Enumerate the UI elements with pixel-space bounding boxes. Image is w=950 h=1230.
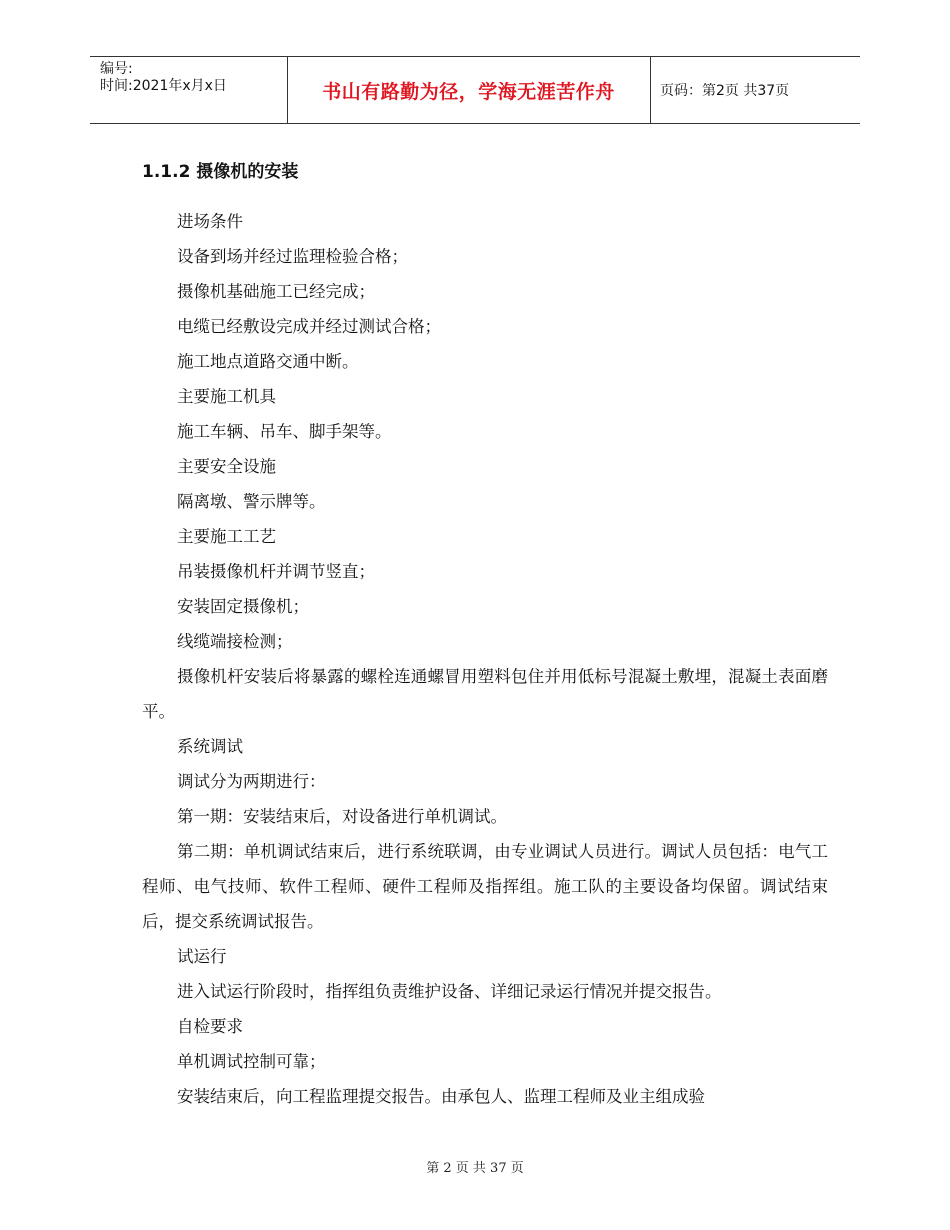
- paragraph: 线缆端接检测；: [177, 632, 293, 651]
- paragraph: 摄像机杆安装后将暴露的螺栓连通螺冒用塑料包住并用低标号混凝土敷埋，混凝土表面磨平。: [142, 667, 828, 721]
- paragraph: 主要安全设施: [177, 457, 276, 476]
- paragraph: 设备到场并经过监理检验合格；: [177, 247, 408, 266]
- paragraph: 第一期：安装结束后，对设备进行单机调试。: [177, 807, 507, 826]
- paragraph: 进场条件: [177, 212, 243, 231]
- paragraph: 主要施工机具: [177, 387, 276, 406]
- header-meta: [100, 61, 288, 95]
- paragraph: 施工车辆、吊车、脚手架等。: [177, 422, 392, 441]
- paragraph: 施工地点道路交通中断。: [177, 352, 359, 371]
- header-motto: 书山有路勤为径，学海无涯苦作舟: [322, 80, 615, 103]
- document-time-label: 时间:2021年x月x日: [100, 78, 227, 94]
- paragraph-list: [142, 204, 828, 1114]
- header-divider-right: [650, 57, 651, 123]
- paragraph: 自检要求: [177, 1017, 243, 1036]
- paragraph: 调试分为两期进行：: [177, 772, 326, 791]
- paragraph: 摄像机基础施工已经完成；: [177, 282, 375, 301]
- paragraph: 安装固定摄像机；: [177, 597, 309, 616]
- header-page-number: 页码：第2页 共37页: [660, 83, 790, 99]
- document-number-label: 编号:: [100, 61, 133, 77]
- paragraph: 系统调试: [177, 737, 243, 756]
- page-footer: 第 2 页 共 37 页: [426, 1161, 524, 1176]
- paragraph: 隔离墩、警示牌等。: [177, 492, 326, 511]
- paragraph: 主要施工工艺: [177, 527, 276, 546]
- paragraph: 第二期：单机调试结束后，进行系统联调，由专业调试人员进行。调试人员包括：电气工程师、电气技师、软件工程师、硬件工程师及指挥组。施工队的主要设备均保留。调试结束后，提交系统调试报告。: [142, 842, 828, 931]
- paragraph: 进入试运行阶段时，指挥组负责维护设备、详细记录运行情况并提交报告。: [177, 982, 722, 1001]
- paragraph: 单机调试控制可靠；: [177, 1052, 326, 1071]
- paragraph: 安装结束后，向工程监理提交报告。由承包人、监理工程师及业主组成验: [177, 1087, 705, 1106]
- page-header: [90, 56, 860, 124]
- paragraph: 电缆已经敷设完成并经过测试合格；: [177, 317, 441, 336]
- paragraph: 试运行: [177, 947, 227, 966]
- paragraph: 吊装摄像机杆并调节竖直；: [177, 562, 375, 581]
- section-heading: 1.1.2 摄像机的安装: [142, 162, 299, 182]
- document-body: [142, 156, 828, 1114]
